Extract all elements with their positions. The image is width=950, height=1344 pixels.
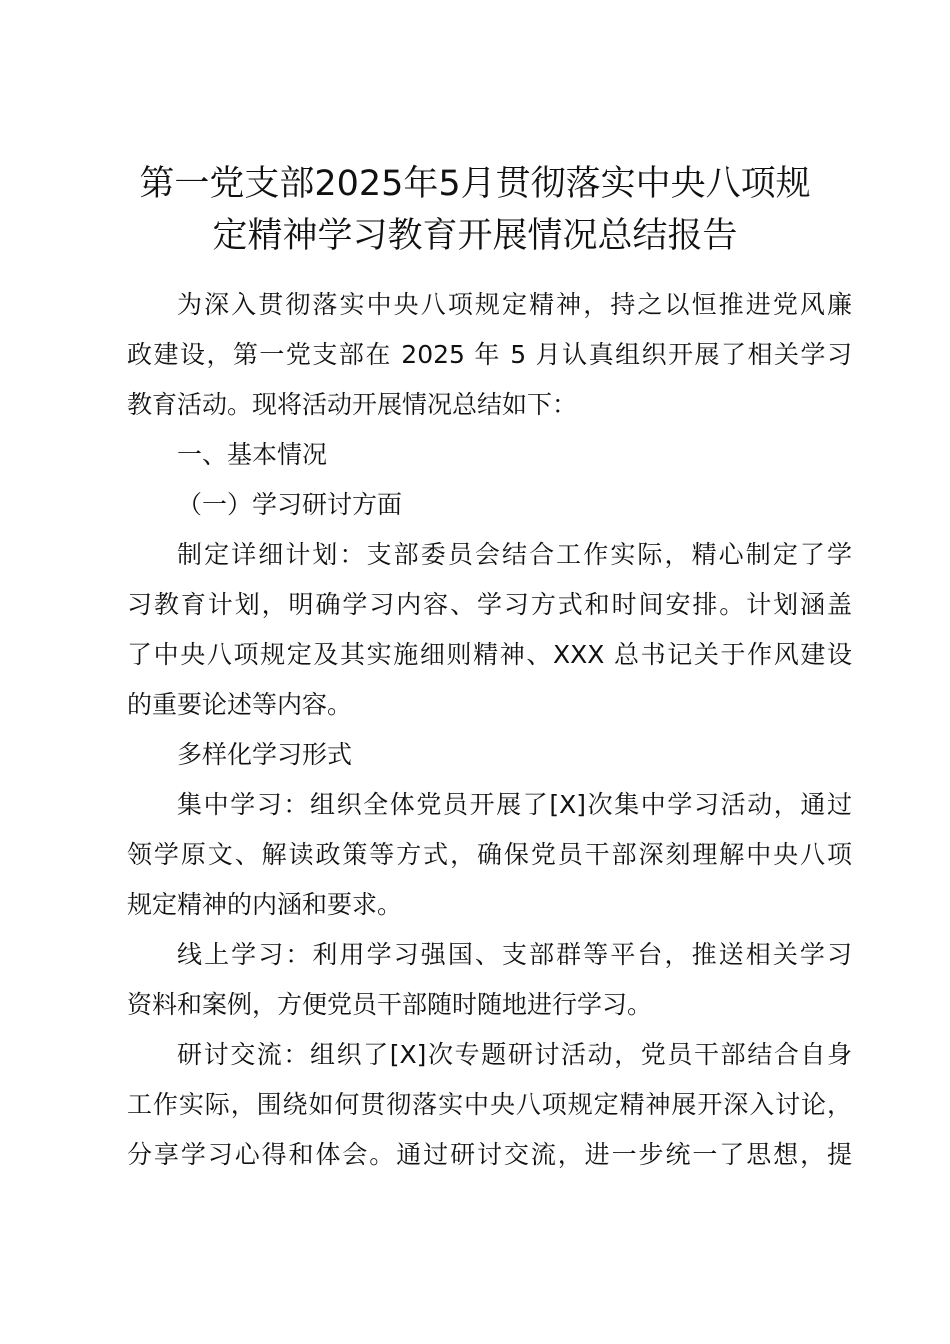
- document-body: [127, 280, 852, 1180]
- discussion-line-1: 研讨交流：组织了[X]次专题研讨活动，党员干部结合自身: [177, 1040, 852, 1069]
- intro-line-1: 为深入贯彻落实中央八项规定精神，持之以恒推进党风廉: [177, 290, 852, 319]
- centralized-line-2: 领学原文、解读政策等方式，确保党员干部深刻理解中央八项: [127, 840, 852, 869]
- forms-heading-line: 多样化学习形式: [177, 740, 353, 769]
- centralized-line-1: 集中学习：组织全体党员开展了[X]次集中学习活动，通过: [177, 790, 852, 819]
- plan-line-3: 了中央八项规定及其实施细则精神、XXX 总书记关于作风建设: [127, 640, 852, 669]
- subsection-heading-study: [127, 480, 852, 530]
- section-heading-line: 一、基本情况: [177, 440, 328, 469]
- intro-paragraph: [127, 280, 852, 430]
- document-title: [100, 158, 850, 262]
- title-line-1: 第一党支部2025年5月贯彻落实中央八项规: [139, 164, 811, 204]
- online-line-1: 线上学习：利用学习强国、支部群等平台，推送相关学习: [177, 940, 852, 969]
- centralized-line-3: 规定精神的内涵和要求。: [127, 890, 403, 919]
- title-line-2: 定精神学习教育开展情况总结报告: [212, 216, 738, 256]
- intro-line-2: 政建设，第一党支部在 2025 年 5 月认真组织开展了相关学习: [127, 340, 852, 369]
- forms-heading: [127, 730, 852, 780]
- discussion-line-2: 工作实际，围绕如何贯彻落实中央八项规定精神展开深入讨论，: [127, 1090, 852, 1119]
- plan-line-4: 的重要论述等内容。: [127, 690, 353, 719]
- online-study-paragraph: [127, 930, 852, 1030]
- plan-paragraph: [127, 530, 852, 730]
- centralized-study-paragraph: [127, 780, 852, 930]
- intro-line-3: 教育活动。现将活动开展情况总结如下：: [127, 390, 578, 419]
- subsection-heading-line: （一）学习研讨方面: [177, 490, 403, 519]
- discussion-paragraph: [127, 1030, 852, 1180]
- plan-line-2: 习教育计划，明确学习内容、学习方式和时间安排。计划涵盖: [127, 590, 852, 619]
- plan-line-1: 制定详细计划：支部委员会结合工作实际，精心制定了学: [177, 540, 852, 569]
- section-heading-basic: [127, 430, 852, 480]
- discussion-line-3: 分享学习心得和体会。通过研讨交流，进一步统一了思想，提: [127, 1140, 852, 1169]
- online-line-2: 资料和案例，方便党员干部随时随地进行学习。: [127, 990, 653, 1019]
